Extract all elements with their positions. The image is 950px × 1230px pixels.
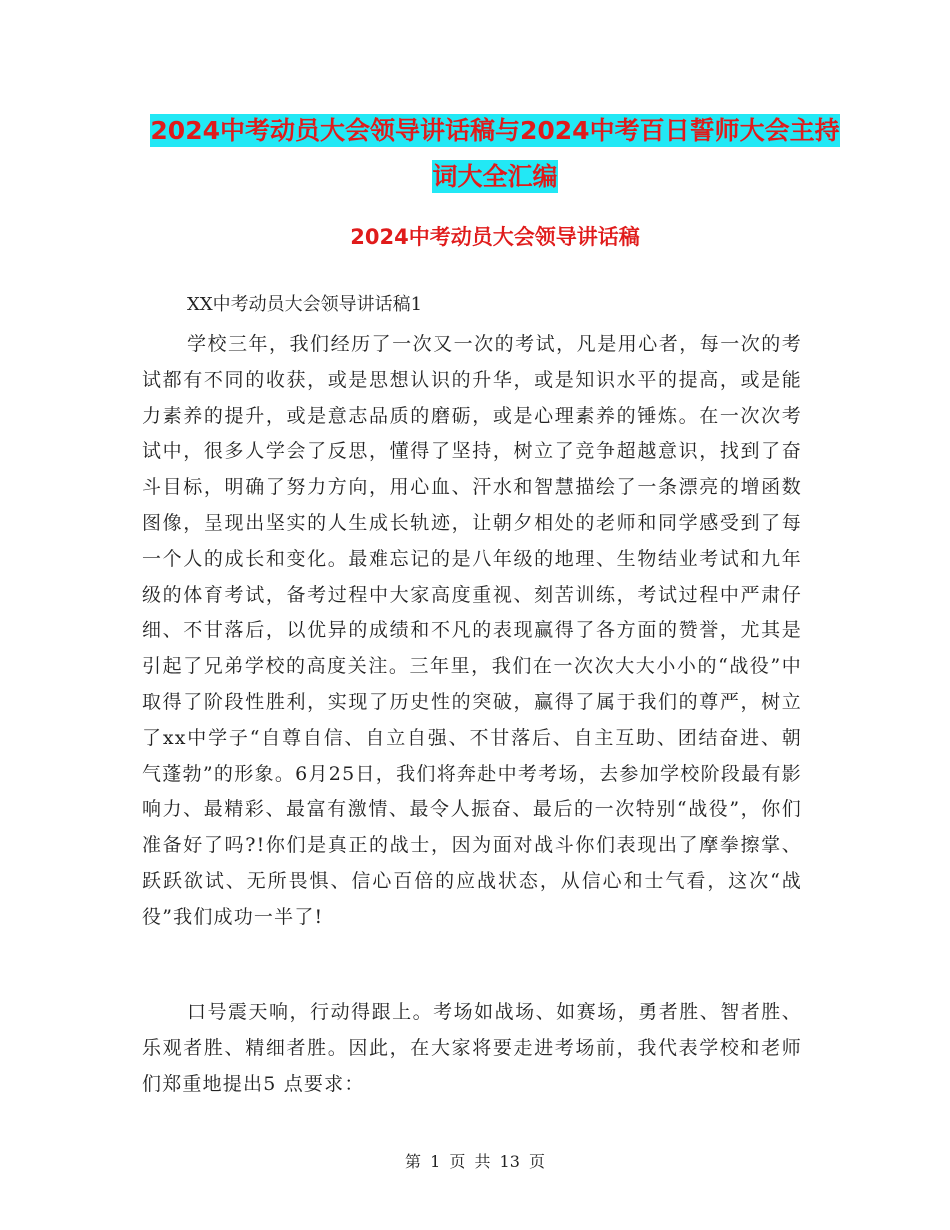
document-main-title [140,108,850,200]
body-paragraph-2: 口号震天响，行动得跟上。考场如战场、如赛场，勇者胜、智者胜、乐观者胜、精细者胜。因此，在大家将要走进考场前，我代表学校和老师们郑重地提出5 点要求： [142,1001,802,1095]
speech-label: XX中考动员大会领导讲话稿1 [187,294,423,315]
page-footer: 第 1 页 共 13 页 [405,1152,545,1171]
main-title-text: 2024中考动员大会领导讲话稿与2024中考百日誓师大会主持词大全汇编 [150,116,840,191]
body-paragraph-1: 学校三年，我们经历了一次又一次的考试，凡是用心者，每一次的考试都有不同的收获，或是思想认识的升华，或是知识水平的提高，或是能力素养的提升，或是意志品质的磨砺，或是心理素养的锤炼。在一次次考试中，很多人学会了反思，懂得了坚持，树立了竞争超越意识，找到了奋斗目标，明确了努力方向，用心血、汗水和智慧描绘了一条漂亮的增函数图像，呈现出坚实的人生成长轨迹，让朝夕相处的老师和同学感受到了每一个人的成长和变化。最难忘记的是八年级的地理、生物结业考试和九年级的体育考试，备考过程中大家高度重视、刻苦训练，考试过程中严肃仔细、不甘落后，以优异的成绩和不凡的表现赢得了各方面的赞誉，尤其是引起了兄弟学校的高度关注。三年里，我们在一次次大大小小的“战役”中取得了阶段性胜利，实现了历史性的突破，赢得了属于我们的尊严，树立了xx中学子“自尊自信、自立自强、不甘落后、自主互助、团结奋进、朝气蓬勃”的形象。6月25日，我们将奔赴中考考场，去参加学校阶段最有影响力、最精彩、最富有激情、最令人振奋、最后的一次特别“战役”，你们准备好了吗?!你们是真正的战士，因为面对战斗你们表现出了摩拳擦掌、跃跃欲试、无所畏惧、信心百倍的应战状态，从信心和士气看，这次“战役”我们成功一半了! [142,333,802,928]
section-title: 2024中考动员大会领导讲话稿 [350,225,640,249]
